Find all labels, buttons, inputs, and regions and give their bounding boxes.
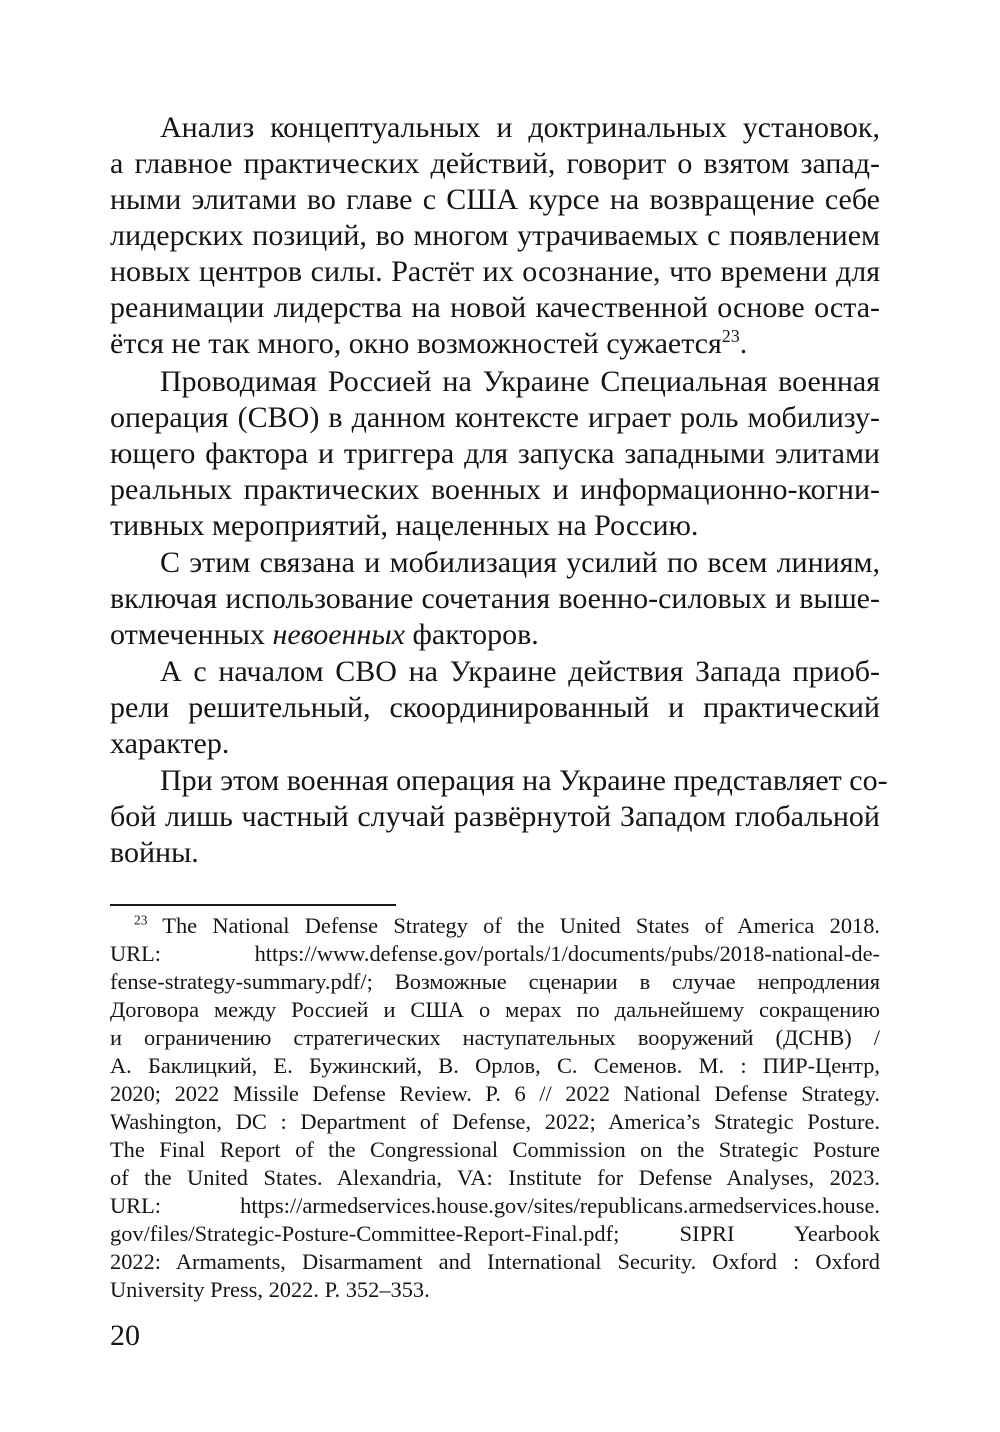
footnote-line: А. Баклицкий, Е. Бужинский, В. Орлов, С. Семенов. М. : ПИР-Центр, [110,1053,880,1078]
footnote-number: 23 [134,912,148,928]
text-span: ётся не так много, окно возможностей сужается [110,327,722,360]
text-span: отмеченных [110,618,273,651]
text-line: Проводимая Россией на Украине Специальная военная [160,365,880,398]
text-line: рели решительный, скоординированный и практический [110,691,880,724]
footnote-line: fense-strategy-summary.pdf/; Возможные сценарии в случае непродления [110,969,880,994]
footnote-line: 2020; 2022 Missile Defense Review. P. 6 // 2022 National Defense Strategy. [110,1081,880,1106]
text-span: The National Defense Strategy of the United States of America 2018. [162,913,880,938]
footnote-line: URL: https://www.defense.gov/portals/1/documents/pubs/2018-national-de- [110,941,880,966]
text-line [110,326,880,362]
text-line: ными элитами во главе с США курсе на возвращение себе [110,183,880,216]
text-line: характер. [110,727,230,760]
footnote-line: of the United States. Alexandria, VA: Institute for Defense Analyses, 2023. [110,1165,880,1190]
text-line: Анализ концептуальных и доктринальных установок, [160,111,880,144]
footnote-line: The Final Report of the Congressional Commission on the Strategic Posture [110,1137,880,1162]
text-line: лидерских позиций, во многом утрачиваемых с появлением [110,219,880,252]
footnote-line: URL: https://armedservices.house.gov/sites/republicans.armedservices.house. [110,1193,880,1218]
text-line: реанимации лидерства на новой качественной основе оста- [110,291,880,324]
text-line: войны. [110,836,199,869]
text-span: . [739,327,748,360]
text-line: При этом военная операция на Украине представляет со- [160,764,888,797]
text-span: факторов. [404,618,539,651]
footnote-line: и ограничению стратегических наступательных вооружений (ДСНВ) / [110,1025,880,1050]
footnote-line: Washington, DC : Department of Defense, 2022; America’s Strategic Posture. [110,1109,880,1134]
footnote-reference[interactable]: 23 [721,326,740,346]
text-line: А с началом СВО на Украине действия Запада приоб- [160,655,880,688]
text-line: операция (СВО) в данном контексте играет роль мобилизу- [110,401,880,434]
text-line: тивных мероприятий, нацеленных на Россию. [110,509,699,542]
footnote-divider [110,904,396,906]
text-line: а главное практических действий, говорит о взятом запад- [110,147,880,180]
text-line: С этим связана и мобилизация усилий по всем линиям, [160,546,880,579]
italic-term: невоенных [272,618,405,651]
footnote-line: University Press, 2022. P. 352–353. [110,1277,430,1302]
footnote-line [134,912,880,940]
text-line: реальных практических военных и информационно-когни- [110,473,880,506]
text-line: новых центров силы. Растёт их осознание, что времени для [110,255,880,288]
footnote-line: 2022: Armaments, Disarmament and International Security. Oxford : Oxford [110,1249,880,1274]
text-line [110,617,880,653]
text-line: ющего фактора и триггера для запуска западными элитами [110,437,880,470]
footnote-line: Договора между Россией и США о мерах по дальнейшему сокращению [110,997,880,1022]
text-line: включая использование сочетания военно-силовых и выше- [110,582,880,615]
text-line: бой лишь частный случай развёрнутой Западом глобальной [110,800,880,833]
footnote-line: gov/files/Strategic-Posture-Committee-Report-Final.pdf; SIPRI Yearbook [110,1221,880,1246]
page-number: 20 [110,1319,140,1352]
